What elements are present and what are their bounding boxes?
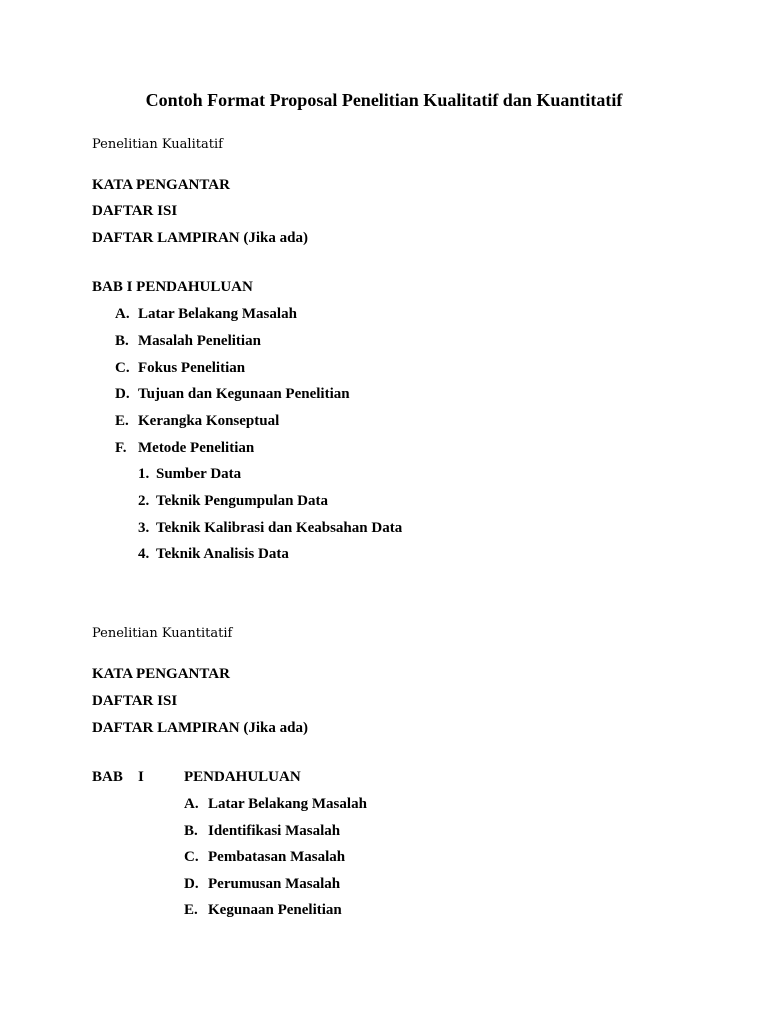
list-item (115, 413, 279, 430)
sub-list-item (138, 520, 402, 537)
sub-list-item (138, 546, 289, 563)
list-marker: B. (184, 823, 198, 839)
section-heading-kualitatif: Penelitian Kualitatif (92, 137, 223, 152)
front-matter-kata-pengantar: KATA PENGANTAR (92, 177, 230, 193)
list-marker: D. (184, 876, 199, 892)
list-item-text: Tujuan dan Kegunaan Penelitian (138, 386, 350, 402)
chapter-title: BAB I PENDAHULUAN (92, 279, 253, 295)
list-item (184, 902, 342, 919)
list-marker: F. (115, 440, 127, 456)
list-marker: D. (115, 386, 130, 402)
list-item (115, 333, 261, 350)
front-matter-daftar-isi: DAFTAR ISI (92, 693, 178, 709)
list-item-text: Kegunaan Penelitian (208, 902, 342, 918)
sub-list-item-text: Teknik Analisis Data (156, 546, 289, 562)
list-item-text: Kerangka Konseptual (138, 413, 280, 429)
sub-list-marker: 4. (138, 546, 150, 562)
list-item-text: Fokus Penelitian (138, 360, 246, 376)
front-matter-daftar-lampiran: DAFTAR LAMPIRAN (Jika ada) (92, 720, 308, 736)
sub-list-item-text: Teknik Kalibrasi dan Keabsahan Data (156, 520, 403, 536)
front-matter-daftar-isi: DAFTAR ISI (92, 203, 178, 219)
list-item (115, 306, 297, 323)
sub-list-item (138, 493, 328, 510)
list-item (184, 876, 340, 893)
list-marker: A. (115, 306, 130, 322)
sub-list-marker: 3. (138, 520, 150, 536)
list-item (115, 440, 254, 457)
list-item-text: Pembatasan Masalah (208, 849, 346, 865)
chapter-number: I (138, 769, 144, 785)
list-marker: C. (184, 849, 199, 865)
list-marker: E. (115, 413, 129, 429)
list-item-text: Perumusan Masalah (208, 876, 341, 892)
list-marker: E. (184, 902, 198, 918)
sub-list-item-text: Sumber Data (156, 466, 242, 482)
list-item-text: Latar Belakang Masalah (138, 306, 297, 322)
front-matter-kata-pengantar: KATA PENGANTAR (92, 666, 230, 682)
list-item-text: Identifikasi Masalah (208, 823, 341, 839)
sub-list-item-text: Teknik Pengumpulan Data (156, 493, 329, 509)
sub-list-marker: 2. (138, 493, 150, 509)
front-matter-daftar-lampiran: DAFTAR LAMPIRAN (Jika ada) (92, 230, 308, 246)
list-item-text: Masalah Penelitian (138, 333, 261, 349)
chapter-name: PENDAHULUAN (184, 769, 301, 785)
list-item-text: Metode Penelitian (138, 440, 255, 456)
list-marker: C. (115, 360, 130, 376)
list-item (184, 823, 340, 840)
sub-list-marker: 1. (138, 466, 150, 482)
document-title: Contoh Format Proposal Penelitian Kualitatif dan Kuantitatif (145, 90, 623, 110)
list-item (115, 386, 350, 403)
list-marker: B. (115, 333, 129, 349)
list-marker: A. (184, 796, 199, 812)
sub-list-item (138, 466, 241, 483)
section-heading-kuantitatif: Penelitian Kuantitatif (92, 626, 233, 641)
list-item (184, 796, 367, 813)
list-item (184, 849, 345, 866)
list-item (115, 360, 245, 377)
list-item-text: Latar Belakang Masalah (208, 796, 367, 812)
chapter-word: BAB (92, 769, 123, 785)
